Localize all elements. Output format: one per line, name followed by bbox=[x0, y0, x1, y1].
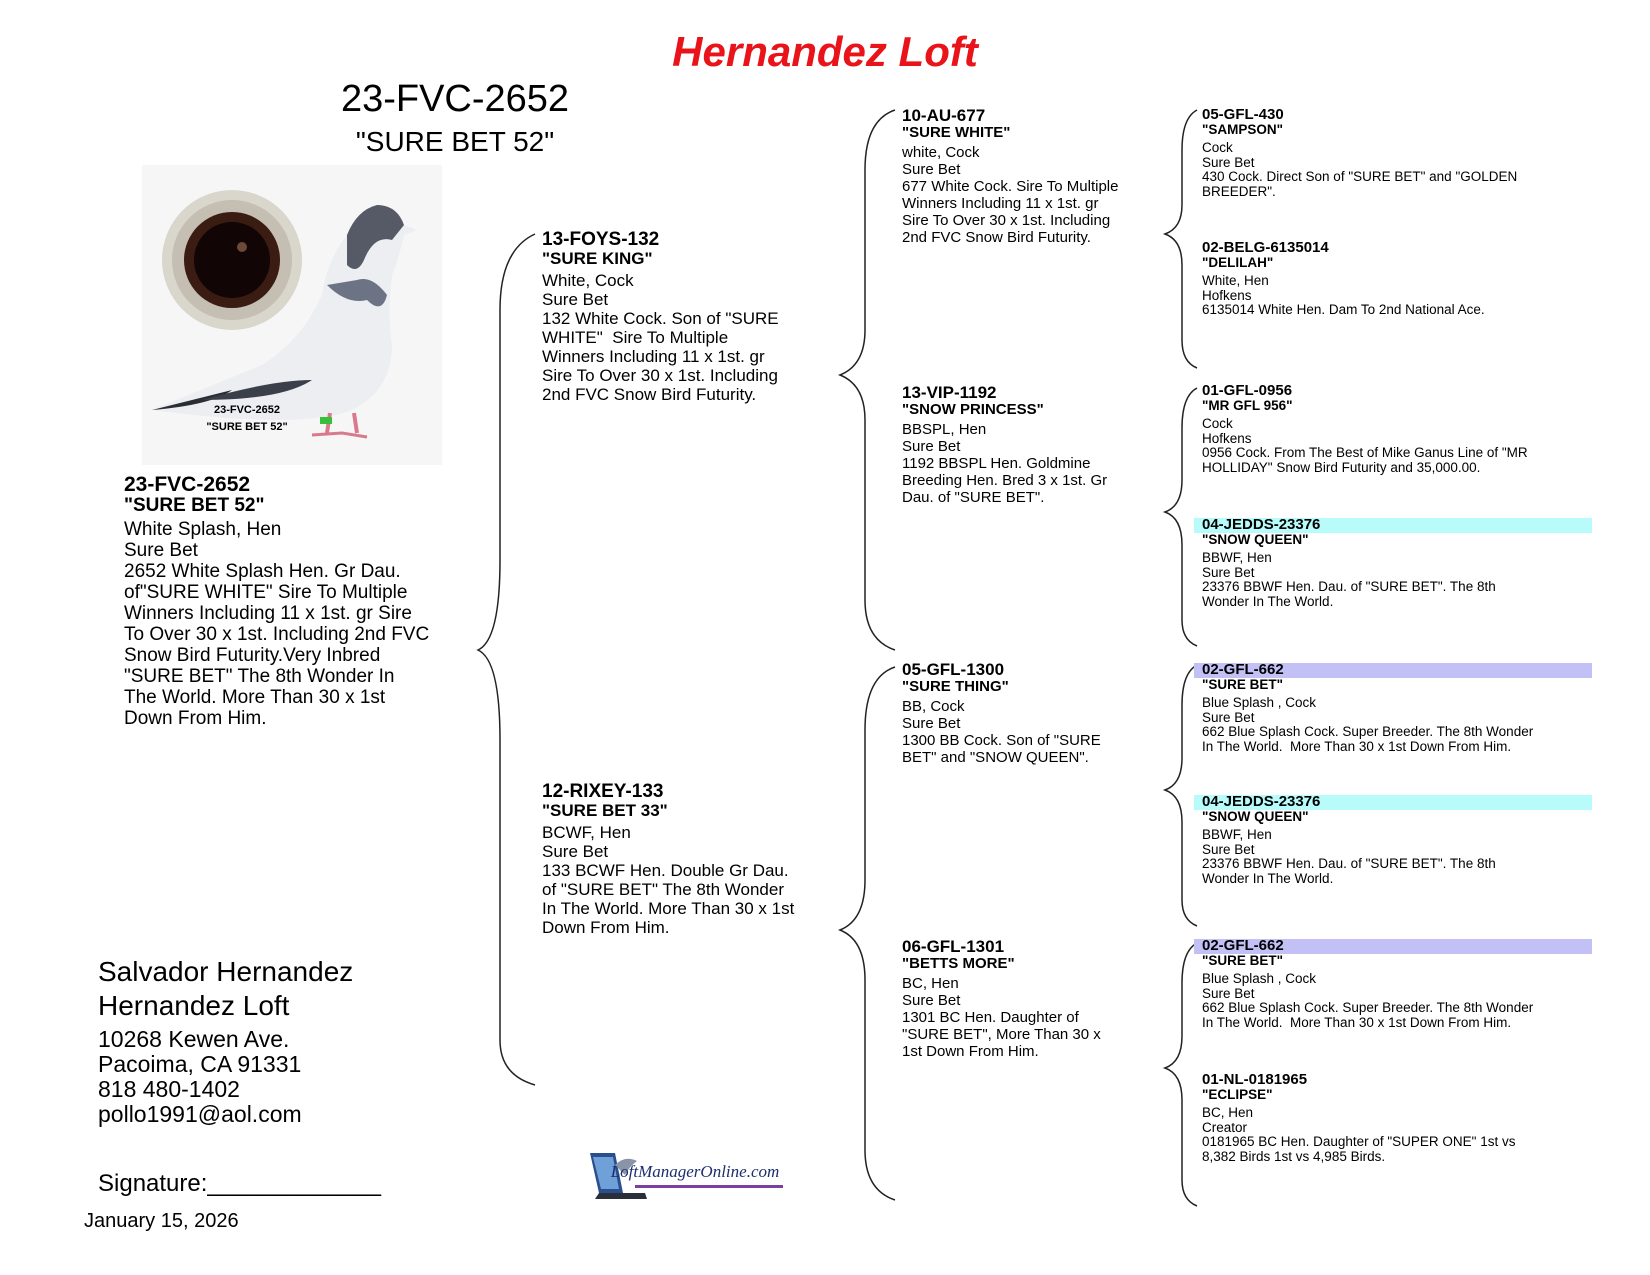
bird-name: "SAMPSON" bbox=[1202, 121, 1284, 137]
bird-band: 01-GFL-0956 bbox=[1202, 382, 1293, 399]
grandparent-bird bbox=[902, 661, 1152, 766]
owner-email: pollo1991@aol.com bbox=[98, 1101, 302, 1127]
signature-line: Signature:_____________ bbox=[98, 1170, 381, 1197]
great-grandparent-bird bbox=[1202, 795, 1592, 886]
print-date: January 15, 2026 bbox=[84, 1210, 239, 1232]
bird-band: 06-GFL-1301 bbox=[902, 937, 1005, 956]
bracket-dam bbox=[840, 667, 895, 1200]
great-grandparent-bird bbox=[1202, 108, 1592, 199]
bird-band: 04-JEDDS-23376 bbox=[1194, 518, 1592, 533]
bird-details: White, Cock Sure Bet 132 White Cock. Son of "SURE WHITE" Sire To Multiple Winners Including 11 x 1st. gr Sire To Over 30 x 1st. Including 2nd FVC Snow Bird Futurity. bbox=[542, 271, 779, 404]
owner-info bbox=[98, 955, 353, 1127]
bracket-subject bbox=[478, 234, 535, 1085]
bird-band: 02-GFL-662 bbox=[1194, 939, 1592, 954]
great-grandparent-bird bbox=[1202, 518, 1592, 609]
photo-caption-band: 23-FVC-2652 bbox=[213, 404, 281, 416]
bird-name: "SNOW PRINCESS" bbox=[902, 401, 1044, 418]
bird-band: 02-GFL-662 bbox=[1194, 663, 1592, 678]
bird-details: White, Hen Hofkens 6135014 White Hen. Dam To 2nd National Ace. bbox=[1202, 273, 1485, 317]
bird-band: 13-VIP-1192 bbox=[902, 383, 997, 402]
great-grandparent-bird bbox=[1202, 241, 1592, 318]
great-grandparent-bird bbox=[1202, 663, 1592, 754]
bird-name: "SNOW QUEEN" bbox=[1202, 808, 1309, 824]
great-grandparent-bird bbox=[1202, 939, 1592, 1030]
bird-name: "SURE BET 52" bbox=[124, 495, 265, 516]
dam-bird bbox=[542, 782, 822, 937]
sire-bird bbox=[542, 230, 822, 404]
bird-details: White Splash, Hen Sure Bet 2652 White Splash Hen. Gr Dau. of"SURE WHITE" Sire To Multiple Winners Including 11 x 1st. gr Sire To Over 30 x 1st. Including 2nd FVC Snow Bird Futurity.Very Inbred "SURE BET" The 8th Wonder In The World. More Than 30 x 1st Down From Him. bbox=[124, 519, 430, 729]
grandparent-bird bbox=[902, 938, 1152, 1060]
bird-details: BCWF, Hen Sure Bet 133 BCWF Hen. Double Gr Dau. of "SURE BET" The 8th Wonder In The World. More Than 30 x 1st Down From Him. bbox=[542, 823, 795, 937]
great-grandparent-bird bbox=[1202, 1073, 1592, 1164]
bracket-g2-2 bbox=[1165, 388, 1197, 646]
bird-details: BC, Hen Sure Bet 1301 BC Hen. Daughter of "SURE BET", More Than 30 x 1st Down From Him. bbox=[902, 975, 1101, 1060]
bird-details: BC, Hen Creator 0181965 BC Hen. Daughter of "SUPER ONE" 1st vs 8,382 Birds 1st vs 4,985 Birds. bbox=[1202, 1105, 1516, 1164]
logo-text: LoftManagerOnline.com bbox=[610, 1162, 780, 1181]
bird-band: 04-JEDDS-23376 bbox=[1194, 795, 1592, 810]
grandparent-bird bbox=[902, 107, 1152, 246]
owner-phone: 818 480-1402 bbox=[98, 1076, 240, 1102]
bird-band: 10-AU-677 bbox=[902, 106, 986, 125]
loft-title: Hernandez Loft bbox=[672, 28, 978, 75]
grandparent-bird bbox=[902, 384, 1152, 506]
bird-name: "SURE THING" bbox=[902, 678, 1009, 695]
bird-band: 05-GFL-1300 bbox=[902, 660, 1005, 679]
owner-address: 10268 Kewen Ave. bbox=[98, 1026, 290, 1052]
bracket-g2-3 bbox=[1165, 665, 1197, 926]
bird-details: Blue Splash , Cock Sure Bet 662 Blue Splash Cock. Super Breeder. The 8th Wonder In The World. More Than 30 x 1st Down From Him. bbox=[1202, 971, 1534, 1030]
bird-name: "SURE KING" bbox=[542, 249, 653, 268]
bird-name: "DELILAH" bbox=[1202, 254, 1274, 270]
bird-name: "SURE BET" bbox=[1202, 952, 1284, 968]
bracket-g2-1 bbox=[1165, 110, 1197, 368]
bird-name: "SURE WHITE" bbox=[902, 124, 1011, 141]
bird-details: Cock Sure Bet 430 Cock. Direct Son of "SURE BET" and "GOLDEN BREEDER". bbox=[1202, 140, 1518, 199]
main-bird-name: "SURE BET 52" bbox=[355, 126, 555, 157]
bird-name: "BETTS MORE" bbox=[902, 955, 1015, 972]
subject-bird bbox=[124, 474, 469, 729]
bird-name: "ECLIPSE" bbox=[1202, 1086, 1273, 1102]
bird-band: 23-FVC-2652 bbox=[124, 473, 251, 496]
bird-band: 13-FOYS-132 bbox=[542, 229, 660, 250]
bird-details: BBWF, Hen Sure Bet 23376 BBWF Hen. Dau. of "SURE BET". The 8th Wonder In The World. bbox=[1202, 550, 1496, 609]
bracket-sire bbox=[840, 110, 895, 650]
main-band-number: 23-FVC-2652 bbox=[340, 78, 570, 120]
bird-band: 05-GFL-430 bbox=[1202, 106, 1284, 123]
bird-details: Cock Hofkens 0956 Cock. From The Best of Mike Ganus Line of "MR HOLLIDAY" Snow Bird Futurity and 35,000.00. bbox=[1202, 416, 1528, 475]
owner-loft: Hernandez Loft bbox=[98, 990, 290, 1021]
bird-band: 12-RIXEY-133 bbox=[542, 781, 664, 802]
bird-details: BBSPL, Hen Sure Bet 1192 BBSPL Hen. Goldmine Breeding Hen. Bred 3 x 1st. Gr Dau. of "SURE BET". bbox=[902, 421, 1108, 506]
bird-details: Blue Splash , Cock Sure Bet 662 Blue Splash Cock. Super Breeder. The 8th Wonder In The World. More Than 30 x 1st Down From Him. bbox=[1202, 695, 1534, 754]
bird-details: BBWF, Hen Sure Bet 23376 BBWF Hen. Dau. of "SURE BET". The 8th Wonder In The World. bbox=[1202, 827, 1496, 886]
bird-name: "SURE BET" bbox=[1202, 676, 1284, 692]
owner-name: Salvador Hernandez bbox=[98, 956, 354, 987]
owner-city: Pacoima, CA 91331 bbox=[98, 1051, 302, 1077]
bird-name: "SNOW QUEEN" bbox=[1202, 531, 1309, 547]
loftmanager-logo bbox=[585, 1145, 785, 1207]
photo-caption-name: "SURE BET 52" bbox=[206, 421, 288, 433]
bird-name: "SURE BET 33" bbox=[542, 801, 668, 820]
bird-details: white, Cock Sure Bet 677 White Cock. Sire To Multiple Winners Including 11 x 1st. gr Sire To Over 30 x 1st. Including 2nd FVC Snow Bird Futurity. bbox=[902, 144, 1119, 246]
bird-band: 01-NL-0181965 bbox=[1202, 1071, 1308, 1088]
bracket-g2-4 bbox=[1165, 943, 1197, 1206]
bird-name: "MR GFL 956" bbox=[1202, 397, 1293, 413]
great-grandparent-bird bbox=[1202, 384, 1592, 475]
bird-details: BB, Cock Sure Bet 1300 BB Cock. Son of "SURE BET" and "SNOW QUEEN". bbox=[902, 698, 1101, 766]
bird-band: 02-BELG-6135014 bbox=[1202, 239, 1329, 256]
